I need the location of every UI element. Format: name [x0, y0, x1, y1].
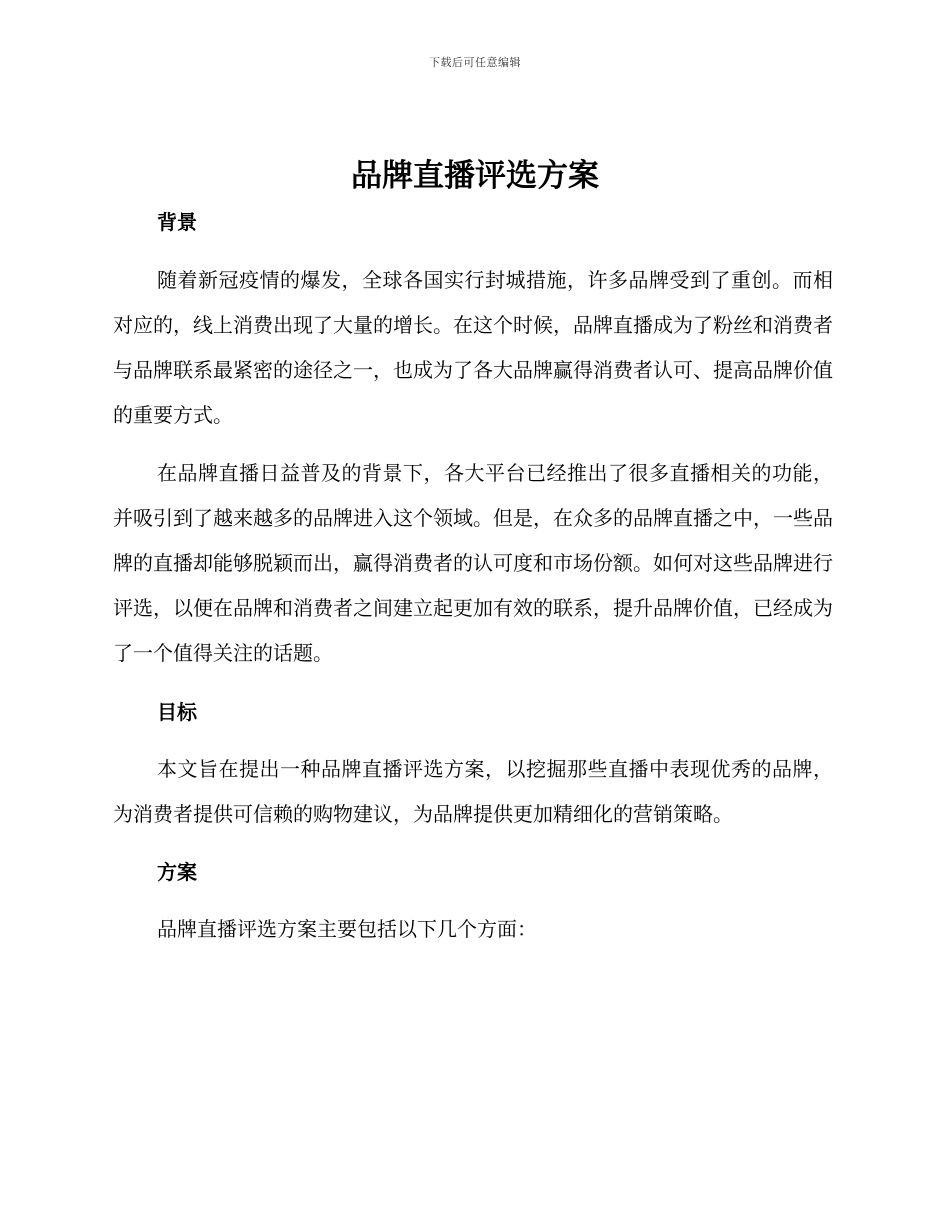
goal-paragraph: 本文旨在提出一种品牌直播评选方案，以挖掘那些直播中表现优秀的品牌，为消费者提供可信赖的购物建议，为品牌提供更加精细化的营销策略。: [113, 757, 833, 826]
section-heading-goal: 目标: [157, 700, 197, 724]
background-paragraph-2: 在品牌直播日益普及的背景下，各大平台已经推出了很多直播相关的功能，并吸引到了越来越多的品牌进入这个领域。但是，在众多的品牌直播之中，一些品牌的直播却能够脱颖而出，赢得消费者的认可度和市场份额。如何对这些品牌进行评选，以便在品牌和消费者之间建立起更加有效的联系，提升品牌价值，已经成为了一个值得关注的话题。: [113, 461, 833, 665]
page-header-note: 下载后可任意编辑: [429, 56, 521, 69]
document-title: 品牌直播评选方案: [351, 158, 599, 194]
background-paragraph-1: 随着新冠疫情的爆发，全球各国实行封城措施，许多品牌受到了重创。而相对应的，线上消费出现了大量的增长。在这个时候，品牌直播成为了粉丝和消费者与品牌联系最紧密的途径之一，也成为了各大品牌赢得消费者认可、提高品牌价值的重要方式。: [113, 268, 833, 427]
document-body: [113, 203, 833, 952]
section-heading-background: 背景: [157, 210, 197, 234]
section-heading-plan: 方案: [157, 860, 197, 884]
plan-paragraph: 品牌直播评选方案主要包括以下几个方面：: [157, 917, 537, 941]
